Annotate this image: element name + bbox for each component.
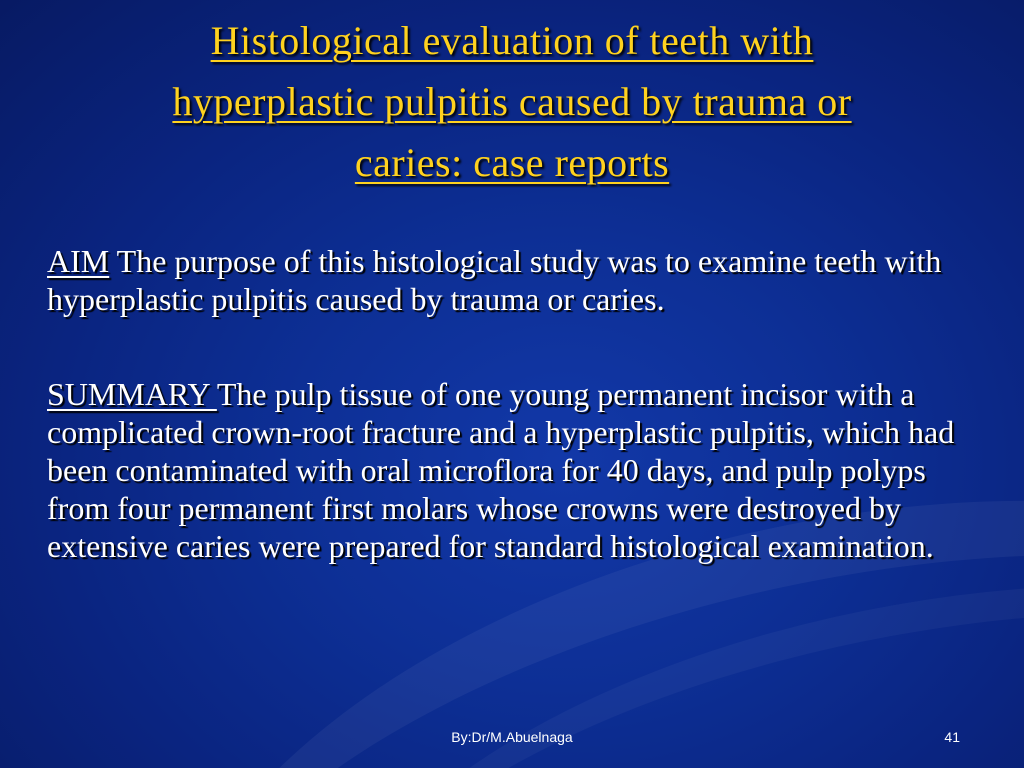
- footer-author: By:Dr/M.Abuelnaga: [451, 729, 573, 745]
- title-line-1: Histological evaluation of teeth with: [210, 18, 814, 63]
- title-line-3: caries: case reports: [354, 140, 670, 185]
- slide-body: [47, 242, 967, 565]
- aim-paragraph: [47, 242, 967, 318]
- aim-text: The purpose of this histological study was to examine teeth with hyperplastic pulpitis caused by trauma or caries.: [47, 243, 942, 317]
- page-number: 41: [944, 729, 960, 745]
- summary-text: The pulp tissue of one young permanent incisor with a complicated crown-root fracture and a hyperplastic pulpitis, which had been contaminated with oral microflora for 40 days, and pulp polyps from four permanent first molars whose crowns were destroyed by extensive caries were prepared for standard histological examination.: [47, 376, 955, 564]
- summary-paragraph: [47, 375, 967, 565]
- slide-title: [20, 10, 1004, 193]
- aim-label: AIM: [47, 243, 110, 279]
- title-line-2: hyperplastic pulpitis caused by trauma or: [172, 79, 852, 124]
- summary-label: SUMMARY: [47, 376, 217, 412]
